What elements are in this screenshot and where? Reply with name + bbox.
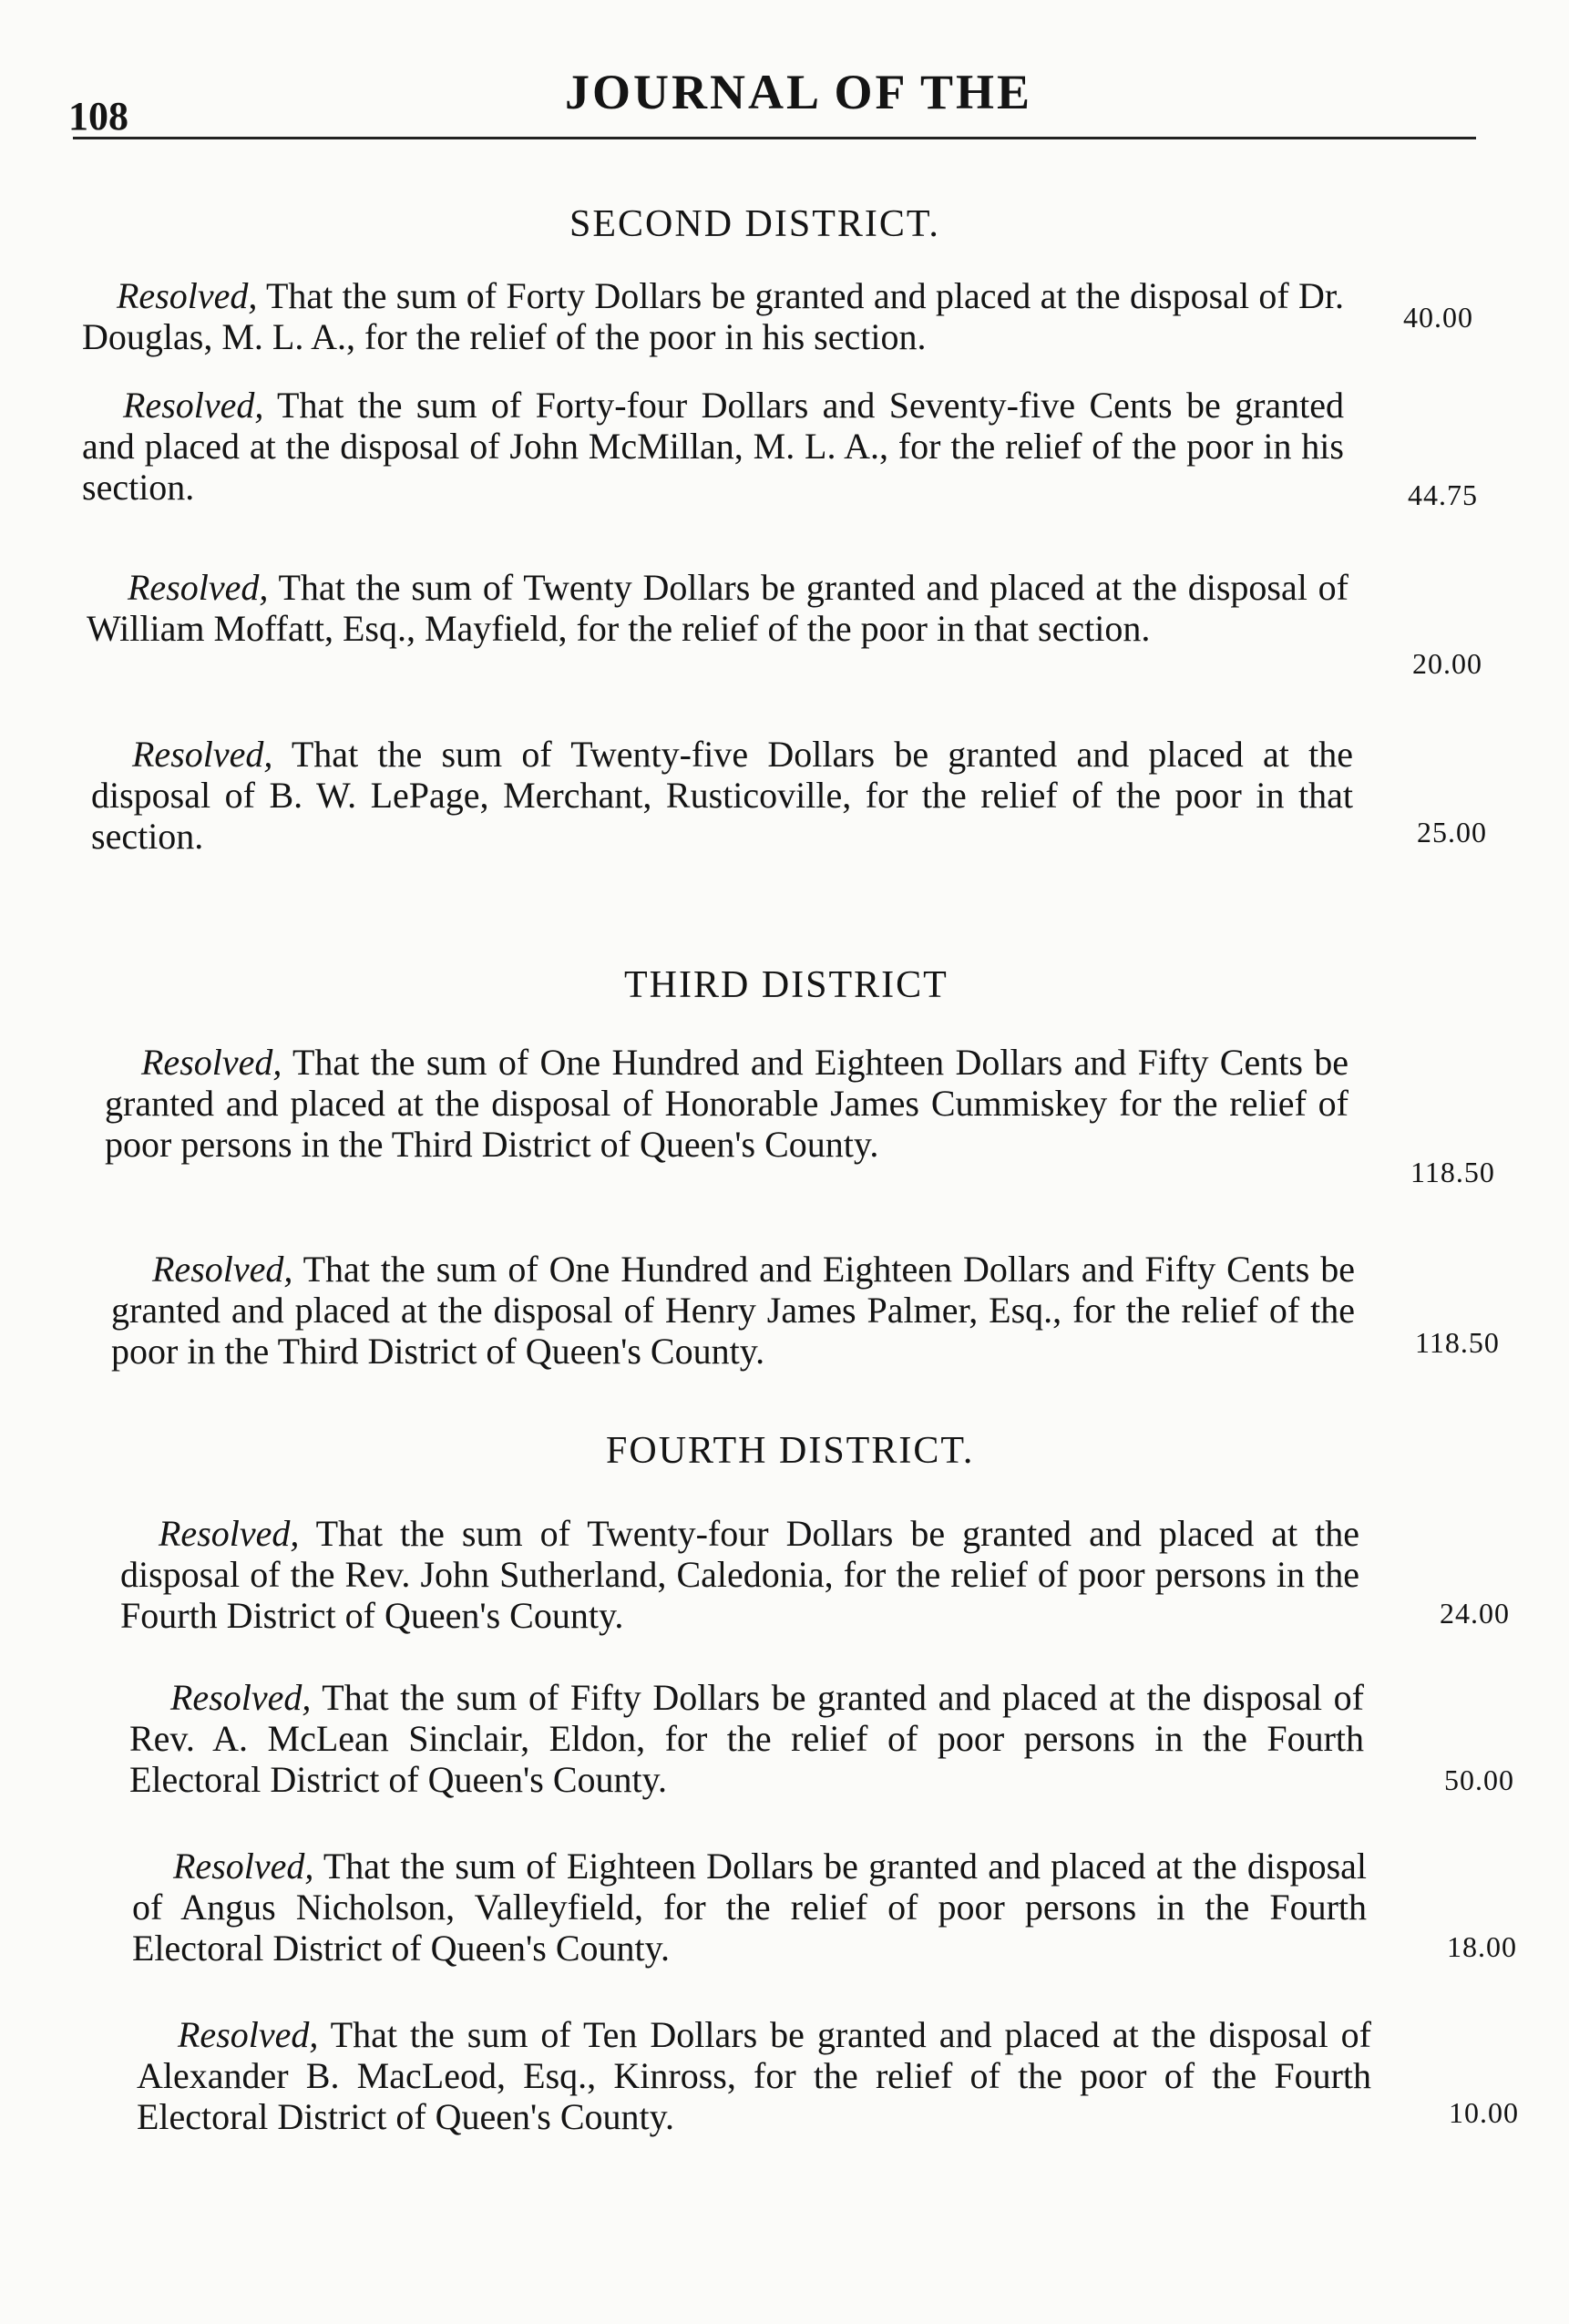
amount: 18.00 bbox=[1447, 1930, 1517, 1963]
amount: 118.50 bbox=[1415, 1326, 1500, 1359]
resolution-text bbox=[132, 1846, 1367, 1969]
amount: 25.00 bbox=[1417, 816, 1487, 848]
resolved-label: Resolved, bbox=[132, 734, 273, 775]
resolution-body: That the sum of Twenty-five Dollars be granted and placed at the disposal of B. W. LePage, Merchant, Rusticoville, for the relief of the poor in that section. bbox=[91, 734, 1353, 857]
resolution-entry bbox=[87, 567, 1349, 649]
amount: 118.50 bbox=[1410, 1156, 1495, 1188]
page-number: 108 bbox=[68, 94, 128, 139]
resolution-text bbox=[91, 734, 1353, 857]
resolution-body: That the sum of Fifty Dollars be granted and placed at the disposal of Rev. A. McLean Sinclair, Eldon, for the relief of poor persons in the Fourth Electoral District of Queen's County. bbox=[129, 1677, 1364, 1800]
resolution-body: That the sum of Forty-four Dollars and Seventy-five Cents be granted and placed at the disposal of John McMillan, M. L. A., for the relief of the poor in his section. bbox=[82, 385, 1345, 508]
amount: 50.00 bbox=[1444, 1764, 1514, 1796]
resolution-entry bbox=[132, 1846, 1367, 1969]
resolution-text bbox=[120, 1513, 1359, 1636]
resolution-entry bbox=[120, 1513, 1359, 1636]
resolved-label: Resolved, bbox=[173, 1846, 314, 1887]
running-head bbox=[68, 64, 1490, 139]
resolution-entry bbox=[82, 385, 1344, 508]
amount: 10.00 bbox=[1449, 2096, 1519, 2129]
resolved-label: Resolved, bbox=[152, 1249, 293, 1290]
resolved-label: Resolved, bbox=[178, 2014, 319, 2055]
header-rule bbox=[73, 137, 1476, 139]
resolution-entry bbox=[129, 1677, 1364, 1800]
resolution-body: That the sum of One Hundred and Eighteen Dollars and Fifty Cents be granted and placed at the disposal of Henry James Palmer, Esq., for the relief of the poor in the Third District of Queen's County. bbox=[111, 1249, 1356, 1372]
district-title-third: THIRD DISTRICT bbox=[624, 964, 949, 1006]
resolved-label: Resolved, bbox=[123, 385, 264, 426]
resolved-label: Resolved, bbox=[128, 567, 269, 608]
resolution-entry bbox=[82, 275, 1344, 357]
resolved-label: Resolved, bbox=[117, 275, 258, 316]
resolution-entry bbox=[111, 1249, 1355, 1372]
district-title-second: SECOND DISTRICT. bbox=[569, 203, 940, 245]
resolution-entry bbox=[91, 734, 1353, 857]
resolved-label: Resolved, bbox=[141, 1042, 282, 1083]
resolution-body: That the sum of Twenty Dollars be granted and placed at the disposal of William Moffatt, Esq., Mayfield, for the relief of the poor in that section. bbox=[87, 567, 1349, 649]
resolution-body: That the sum of Ten Dollars be granted and placed at the disposal of Alexander B. MacLeod, Esq., Kinross, for the relief of the poor of the Fourth Electoral District of Queen's County. bbox=[137, 2014, 1371, 2137]
amount: 40.00 bbox=[1403, 301, 1473, 334]
amount: 24.00 bbox=[1440, 1597, 1510, 1630]
resolution-text bbox=[82, 275, 1344, 357]
resolution-entry bbox=[105, 1042, 1349, 1165]
resolution-text bbox=[87, 567, 1349, 649]
resolution-entry bbox=[137, 2014, 1371, 2137]
resolution-text bbox=[111, 1249, 1355, 1372]
resolution-text bbox=[82, 385, 1344, 508]
resolution-text bbox=[105, 1042, 1349, 1165]
district-title-fourth: FOURTH DISTRICT. bbox=[606, 1430, 975, 1472]
resolution-body: That the sum of Forty Dollars be granted and placed at the disposal of Dr. Douglas, M. L. A., for the relief of the poor in his section. bbox=[82, 275, 1345, 357]
journal-title: JOURNAL OF THE bbox=[565, 65, 1033, 119]
resolution-body: That the sum of Eighteen Dollars be granted and placed at the disposal of Angus Nicholson, Valleyfield, for the relief of poor persons in the Fourth Electoral District of Queen's County. bbox=[132, 1846, 1368, 1969]
amount: 20.00 bbox=[1412, 647, 1482, 680]
resolution-body: That the sum of Twenty-four Dollars be granted and placed at the disposal of the Rev. John Sutherland, Caledonia, for the relief of poor persons in the Fourth District of Queen's County. bbox=[120, 1513, 1359, 1636]
resolved-label: Resolved, bbox=[170, 1677, 312, 1718]
amount: 44.75 bbox=[1408, 478, 1478, 511]
resolved-label: Resolved, bbox=[159, 1513, 300, 1554]
resolution-text bbox=[129, 1677, 1364, 1800]
resolution-text bbox=[137, 2014, 1371, 2137]
resolution-body: That the sum of One Hundred and Eighteen Dollars and Fifty Cents be granted and placed at the disposal of Honorable James Cummiskey for the relief of poor persons in the Third District of Queen's County. bbox=[105, 1042, 1349, 1165]
